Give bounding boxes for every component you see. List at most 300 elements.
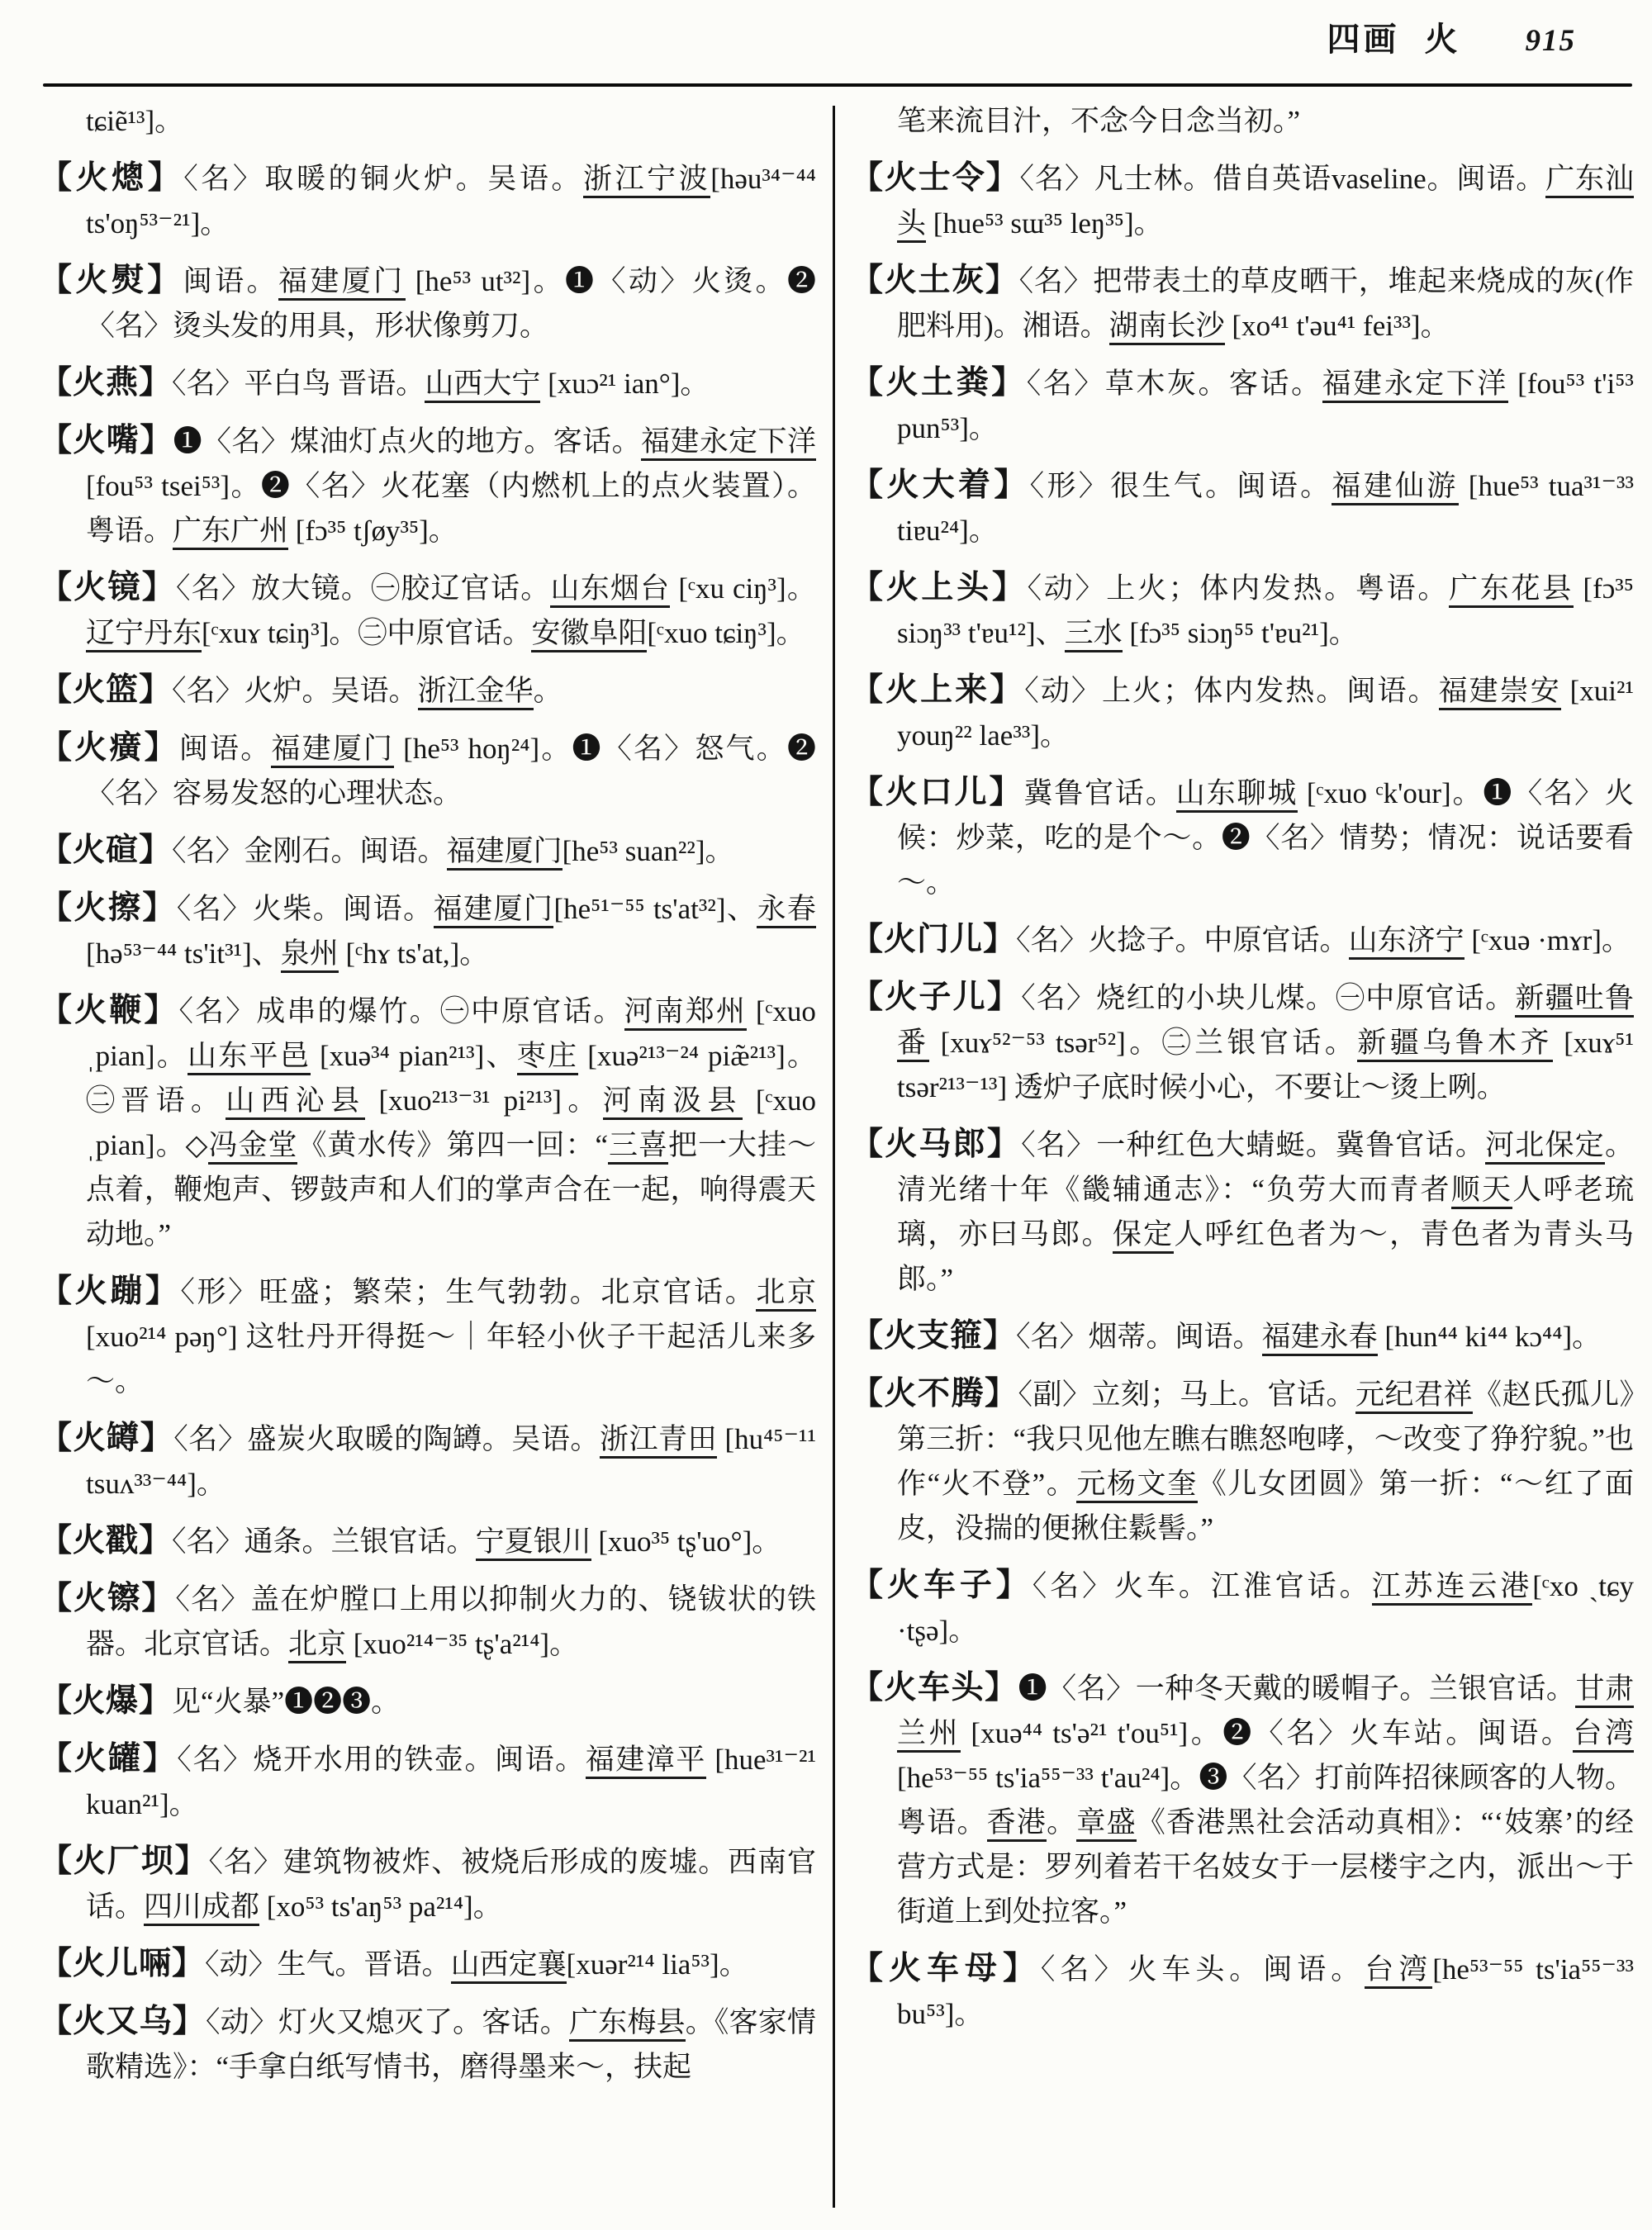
headword-left-bracket: 【	[851, 467, 887, 503]
entry-text: 。	[533, 675, 563, 707]
entry-text: 。清光绪十年《畿辅通志》：“负劳大而青者	[897, 1129, 1634, 1206]
entry-text: 《赵氏孤儿》第三折：“我只见他左瞧右瞧怒咆哮，～改变了狰狞貌。”也作“火不登”。	[897, 1378, 1634, 1500]
headword-text: 火爆	[73, 1683, 140, 1719]
entry-text: [xo⁵³ ts'aŋ⁵³ pa²¹⁴]。	[259, 1891, 502, 1923]
proper-name: 泉州	[281, 937, 339, 973]
proper-name: 保定	[1113, 1218, 1175, 1254]
headword-text: 火戳	[73, 1523, 140, 1559]
headword-right-bracket: 】	[990, 672, 1025, 708]
proper-name: 安徽阜阳	[531, 617, 647, 652]
entry-text: 闽语。	[183, 265, 278, 297]
headword-text: 火上来	[885, 672, 990, 708]
headword-right-bracket: 】	[139, 365, 173, 401]
entry-text: 把一大挂～点着，鞭炮声、锣鼓声和人们的掌声合在一起，响得震天动地。”	[86, 1129, 816, 1250]
entry-text: [fou⁵³ t'i⁵³ pun⁵³]。	[897, 368, 1634, 444]
entry-text: 〈名〉烧红的小块儿煤。㊀中原官话。	[1021, 982, 1516, 1014]
proper-name: 北京	[756, 1276, 816, 1312]
dictionary-entry	[851, 918, 1634, 963]
headword-left-bracket: 【	[851, 1376, 885, 1412]
headword-text: 火土粪	[885, 365, 992, 401]
proper-name: 台湾	[1573, 1717, 1634, 1753]
headword-right-bracket: 】	[995, 1568, 1032, 1603]
entry-text: [ᶜxuo tɕiŋ³]。	[647, 617, 805, 649]
page-header	[1327, 13, 1577, 60]
entry-text: [xuo³⁵ tʂ'uo°]。	[591, 1525, 781, 1558]
headword-left-bracket: 【	[40, 1741, 74, 1777]
entry-text: [ᶜxuo ˌpian]。◇	[86, 1084, 816, 1161]
proper-name: 福建崇安	[1439, 675, 1561, 710]
entry-text: 〈名〉火柴。闽语。	[176, 893, 434, 925]
entry-headword	[40, 1581, 175, 1616]
entry-text: 《儿女团圆》第一折：“～红了面皮，没揣的便揪住鬏髻。”	[897, 1468, 1634, 1544]
entry-text: [ᶜxo ˎtɕy ·tʂə]。	[897, 1570, 1634, 1647]
dictionary-entry	[40, 1737, 816, 1827]
headword-text: 火上头	[885, 570, 992, 605]
entry-text: [xuɤ⁵¹ tsər²¹³⁻¹³] 透炉子底时候小心，不要让～烫上咧。	[897, 1027, 1634, 1103]
headword-right-bracket: 】	[983, 922, 1017, 957]
headword-text: 火车头	[884, 1670, 985, 1706]
proper-name: 福建厦门	[447, 835, 563, 871]
headword-right-bracket: 】	[985, 1670, 1018, 1706]
proper-name: 山西定襄	[451, 1948, 567, 1984]
entry-headword	[851, 922, 1016, 957]
proper-name: 湖南长沙	[1109, 310, 1225, 345]
entry-text: 〈形〉旺盛；繁荣；生气勃勃。北京官话。	[180, 1276, 757, 1308]
proper-name: 三水	[1065, 617, 1123, 652]
headword-left-bracket: 【	[851, 160, 885, 196]
proper-name: 辽宁丹东	[86, 617, 202, 652]
entry-headword	[40, 672, 172, 708]
entry-headword	[40, 1946, 205, 1981]
dictionary-entry	[851, 1372, 1634, 1551]
entry-text: 〈名〉火捻子。中原官话。	[1016, 924, 1349, 956]
entry-text: 闽语。	[178, 733, 272, 765]
headword-right-bracket: 】	[139, 672, 173, 708]
dictionary-entry	[40, 419, 816, 553]
entry-headword	[851, 672, 1024, 708]
entry-headword	[40, 730, 179, 766]
headword-left-bracket: 【	[40, 423, 74, 458]
entry-headword	[851, 1127, 1021, 1162]
proper-name: 福建永定下洋	[641, 425, 816, 461]
proper-name: 广东汕头	[897, 163, 1634, 243]
proper-name: 河北保定	[1485, 1129, 1605, 1165]
headword-left-bracket: 【	[40, 365, 74, 401]
entry-headword	[40, 1523, 172, 1559]
headword-left-bracket: 【	[40, 1843, 74, 1879]
headword-left-bracket: 【	[40, 570, 74, 605]
proper-name: 河南汲县	[603, 1084, 743, 1120]
continuation-paragraph	[851, 99, 1634, 144]
headword-left-bracket: 【	[40, 833, 74, 868]
headword-right-bracket: 】	[147, 263, 183, 298]
headword-text: 火马郎	[885, 1127, 987, 1162]
headword-text: 火熜	[75, 160, 148, 196]
headword-left-bracket: 【	[40, 1581, 74, 1616]
proper-name: 顺天	[1451, 1174, 1513, 1209]
entry-headword	[40, 1274, 180, 1309]
entry-headword	[40, 263, 183, 298]
proper-name: 山东济宁	[1349, 924, 1464, 960]
headword-text: 火燕	[73, 365, 140, 401]
entry-text: 〈动〉上火；体内发热。闽语。	[1024, 675, 1439, 707]
dictionary-entry	[40, 668, 816, 714]
entry-text: 〈名〉草木灰。客话。	[1026, 368, 1322, 400]
proper-name: 元纪君祥	[1355, 1378, 1473, 1414]
proper-name: 广东花县	[1449, 572, 1574, 608]
proper-name: 台湾	[1365, 1953, 1432, 1989]
entry-text: 。《客家情歌精选》：“手拿白纸写情书，磨得墨来～，扶起	[86, 2006, 816, 2083]
headword-left-bracket: 【	[40, 1523, 74, 1559]
entry-text: [fɔ³⁵ siɔŋ³³ t'ɐu¹²]、	[897, 572, 1634, 649]
entry-text: 〈名〉烧开水用的铁壶。闽语。	[177, 1744, 586, 1776]
proper-name: 福建漳平	[586, 1744, 706, 1779]
entry-headword	[851, 1670, 1018, 1706]
entry-text: 〈动〉生气。晋语。	[205, 1948, 451, 1981]
proper-name: 永春	[757, 893, 815, 928]
entry-text: 《香港黑社会活动真相》：“‘妓寨’的经营方式是：罗列着若干名妓女于一层楼宇之内，派出～于街道上到处拉客。”	[897, 1806, 1634, 1928]
entry-headword	[40, 1741, 177, 1777]
dictionary-entry	[851, 1314, 1634, 1359]
headword-right-bracket: 】	[983, 1318, 1017, 1354]
proper-name: 江苏连云港	[1372, 1570, 1533, 1606]
headword-right-bracket: 】	[986, 980, 1022, 1015]
entry-text: [xuo²¹³⁻³¹ pi²¹³]。	[365, 1084, 603, 1117]
entry-headword	[40, 570, 176, 605]
headword-text: 火镜	[74, 570, 142, 605]
dictionary-entry	[851, 1122, 1634, 1302]
entry-text: 〈形〉很生气。闽语。	[1029, 470, 1332, 502]
entry-text: 《黄水传》第四一回：“	[297, 1129, 608, 1161]
proper-name: 广东广州	[173, 515, 288, 550]
entry-headword	[40, 833, 172, 868]
proper-name: 福建厦门	[434, 893, 554, 928]
entry-headword	[40, 423, 173, 458]
entry-text: [fou⁵³ tsei⁵³]。❷〈名〉火花塞（内燃机上的点火装置）。粤语。	[86, 470, 816, 547]
dictionary-entry	[851, 1666, 1634, 1934]
headword-text: 火癀	[74, 730, 145, 766]
entry-text: 〈动〉灯火又熄灭了。客话。	[205, 2006, 569, 2038]
entry-text: [hue³¹⁻²¹ kuan²¹]。	[86, 1744, 816, 1820]
entry-text: [xuə⁴⁴ ts'ə²¹ t'ou⁵¹]。❷〈名〉火车站。闽语。	[961, 1717, 1574, 1749]
entry-text: [hue⁵³ tua³¹⁻³³ tiɐu²⁴]。	[897, 470, 1634, 547]
continuation-paragraph	[40, 99, 816, 144]
headword-text: 火又乌	[73, 2004, 173, 2039]
dictionary-entry	[851, 1563, 1634, 1654]
headword-right-bracket: 】	[986, 1127, 1022, 1162]
headword-right-bracket: 】	[141, 570, 176, 605]
entry-text: [xuɔ²¹ ian°]。	[540, 368, 710, 400]
proper-name: 三喜	[608, 1129, 668, 1165]
headword-text: 火镲	[74, 1581, 142, 1616]
headword-right-bracket: 】	[991, 570, 1028, 605]
headword-left-bracket: 【	[40, 2004, 74, 2039]
dictionary-entry	[40, 566, 816, 656]
entry-text: [he⁵³⁻⁵⁵ ts'ia⁵⁵⁻³³ bu⁵³]。	[897, 1953, 1634, 2030]
entry-text: [hue⁵³ sɯ³⁵ leŋ³⁵]。	[926, 207, 1163, 240]
proper-name: 章盛	[1076, 1806, 1136, 1842]
dictionary-entry	[851, 361, 1634, 451]
headword-right-bracket: 】	[139, 833, 173, 868]
dictionary-entry	[40, 259, 816, 349]
dictionary-entry	[40, 1416, 816, 1506]
entry-text: ❶〈名〉煤油灯点火的地方。客话。	[173, 425, 641, 458]
entry-headword	[40, 160, 183, 196]
headword-text: 火擦	[74, 890, 143, 926]
entry-text: [hə⁵³⁻⁴⁴ ts'it³¹]、	[86, 937, 281, 970]
dictionary-entry	[851, 975, 1634, 1110]
headword-text: 火嘴	[73, 423, 140, 458]
entry-text: 〈名〉成串的爆竹。㊀中原官话。	[178, 995, 624, 1027]
entry-headword	[851, 263, 1019, 298]
proper-name: 福建厦门	[271, 733, 394, 768]
headword-left-bracket: 【	[851, 1951, 889, 1986]
dictionary-entry	[40, 886, 816, 976]
proper-name: 甘肃兰州	[897, 1672, 1634, 1753]
headword-text: 火车子	[886, 1568, 996, 1603]
entry-text: 笔来流目汁，不念今日念当初。”	[897, 105, 1301, 137]
proper-name: 山东烟台	[550, 572, 670, 608]
entry-text: [xuə²¹³⁻²⁴ piæ̃²¹³]。㊁晋语。	[86, 1040, 816, 1117]
entry-text: [xuər²¹⁴ lia⁵³]。	[566, 1948, 748, 1981]
headword-right-bracket: 】	[174, 1843, 209, 1879]
headword-text: 火篮	[73, 672, 140, 708]
headword-right-bracket: 】	[142, 890, 177, 926]
entry-text: 〈名〉金刚石。闽语。	[172, 835, 447, 867]
headword-left-bracket: 【	[851, 1318, 885, 1354]
proper-name: 浙江宁波	[583, 163, 710, 198]
entry-headword	[40, 1683, 172, 1719]
headword-left-bracket: 【	[40, 730, 75, 766]
entry-headword	[40, 890, 177, 926]
entry-headword	[851, 1318, 1016, 1354]
proper-name: 福建仙游	[1332, 470, 1458, 505]
entry-text: 〈名〉烟蒂。闽语。	[1016, 1321, 1262, 1353]
proper-name: 香港	[987, 1806, 1047, 1842]
entry-text: [ᶜxuo ˌpian]。	[86, 995, 816, 1072]
proper-name: 福建厦门	[278, 265, 406, 301]
headword-left-bracket: 【	[851, 672, 886, 708]
entry-headword	[40, 993, 178, 1028]
headword-right-bracket: 】	[172, 1946, 206, 1981]
dictionary-entry	[40, 1519, 816, 1564]
entry-text: [ᶜxu ciŋ³]。	[670, 572, 816, 605]
headword-text: 火车母	[888, 1951, 1003, 1986]
proper-name: 山西沁县	[225, 1084, 365, 1120]
headword-text: 火大着	[886, 467, 995, 503]
dictionary-entry	[40, 1942, 816, 1987]
proper-name: 新疆吐鲁番	[897, 982, 1634, 1062]
headword-right-bracket: 】	[141, 1581, 176, 1616]
entry-text: [ᶜxuə ·mɤr]。	[1464, 924, 1631, 956]
entry-text: [fɔ³⁵ tʃøy³⁵]。	[288, 515, 458, 547]
entry-headword	[40, 2004, 206, 2039]
entry-headword	[40, 1421, 173, 1456]
entry-text: [he⁵³ ut³²]。❶〈动〉火烫。❷〈名〉烫头发的用具，形状像剪刀。	[86, 265, 816, 342]
entry-text: 见“火暴”❶❷❸。	[172, 1686, 401, 1718]
headword-left-bracket: 【	[851, 775, 885, 810]
dictionary-entry	[851, 463, 1634, 553]
entry-text: [həu³⁴⁻⁴⁴ ts'oŋ⁵³⁻²¹]。	[86, 163, 816, 240]
entry-text: [he⁵³ suan²²]。	[562, 835, 734, 867]
headword-text: 火土灰	[884, 263, 985, 298]
headword-text: 火门儿	[884, 922, 984, 957]
headword-text: 火碹	[73, 833, 140, 868]
proper-name: 浙江金华	[418, 675, 534, 710]
headword-text: 火罇	[73, 1421, 140, 1456]
headword-text: 火士令	[884, 160, 986, 196]
dictionary-entry	[40, 1839, 816, 1929]
proper-name: 浙江青田	[600, 1423, 717, 1459]
entry-text: 〈名〉平白鸟 晋语。	[172, 368, 425, 400]
entry-text: tɕiẽ¹³]。	[86, 105, 184, 137]
headword-left-bracket: 【	[851, 365, 886, 401]
headword-right-bracket: 】	[994, 467, 1030, 503]
entry-text: 〈名〉盖在炉膛口上用以抑制火力的、铙钹状的铁器。北京官话。	[86, 1583, 816, 1660]
entry-headword	[851, 160, 1020, 196]
headword-right-bracket: 】	[145, 1274, 181, 1309]
headword-right-bracket: 】	[1002, 1951, 1041, 1986]
proper-name: 枣庄	[517, 1040, 578, 1075]
entry-text: [ᶜhɤ ts'at,]。	[338, 937, 489, 970]
headword-text: 火蹦	[74, 1274, 145, 1309]
dictionary-entry	[40, 989, 816, 1257]
entry-text: [ᶜxuo ᶜk'our]。❶〈名〉火候：炒菜，吃的是个～。❷〈名〉情势；情况：说话要看～。	[897, 777, 1634, 899]
headword-text: 火鞭	[74, 993, 145, 1028]
headword-right-bracket: 】	[144, 993, 179, 1028]
entry-text: [xuo²¹⁴ pəŋ°] 这牡丹开得挺～｜年轻小伙子干起活儿来多～。	[86, 1321, 816, 1397]
entry-text: [he⁵³⁻⁵⁵ ts'ia⁵⁵⁻³³ t'au²⁴]。❸〈名〉打前阵招徕顾客的人物。粤语。	[897, 1762, 1634, 1839]
entry-text: 人呼红色者为～，青色者为青头马郎。”	[897, 1218, 1634, 1295]
entry-headword	[851, 1951, 1041, 1986]
entry-text: 〈名〉取暖的铜火炉。吴语。	[183, 163, 583, 195]
proper-name: 四川成都	[144, 1891, 259, 1926]
proper-name: 山西大宁	[425, 368, 540, 403]
entry-text: 〈名〉建筑物被炸、被烧后形成的废墟。西南官话。	[86, 1846, 816, 1923]
proper-name: 河南郑州	[624, 995, 747, 1031]
headword-text: 火口儿	[885, 775, 990, 810]
headword-text: 火支箍	[884, 1318, 984, 1354]
entry-text: [xuə³⁴ pian²¹³]、	[311, 1040, 517, 1072]
entry-text: 〈名〉放大镜。㊀胶辽官话。	[175, 572, 551, 605]
right-column	[851, 99, 1634, 2037]
dictionary-entry	[851, 259, 1634, 349]
page-number: 915	[1525, 24, 1576, 58]
entry-text: 人呼老琉璃，亦曰马郎。	[897, 1174, 1634, 1250]
proper-name: 山东平邑	[188, 1040, 311, 1075]
headword-left-bracket: 【	[40, 160, 76, 196]
headword-left-bracket: 【	[40, 263, 76, 298]
entry-text: 〈名〉火炉。吴语。	[172, 675, 418, 707]
proper-name: 山东聊城	[1176, 777, 1298, 813]
headword-right-bracket: 】	[985, 263, 1019, 298]
entry-text: 〈动〉上火；体内发热。粤语。	[1027, 572, 1450, 605]
entry-text: [xo⁴¹ t'əu⁴¹ fei³³]。	[1224, 310, 1450, 342]
proper-name: 北京	[288, 1628, 346, 1663]
headword-left-bracket: 【	[851, 570, 886, 605]
proper-name: 福建永春	[1262, 1321, 1378, 1356]
headword-right-bracket: 】	[139, 1683, 173, 1719]
entry-text: 〈名〉把带表土的草皮晒干，堆起来烧成的灰(作肥料用)。湘语。	[897, 265, 1634, 342]
column-divider	[833, 106, 835, 2208]
headword-right-bracket: 】	[139, 1523, 173, 1559]
headword-left-bracket: 【	[40, 1421, 74, 1456]
left-column	[40, 99, 816, 2090]
entry-text: [he⁵³ hoŋ²⁴]。❶〈名〉怒气。❷〈名〉容易发怒的心理状态。	[86, 733, 816, 809]
dictionary-entry	[851, 566, 1634, 656]
entry-text: 〈副〉立刻；马上。官话。	[1018, 1378, 1355, 1411]
entry-text: 。	[1047, 1806, 1077, 1839]
headword-text: 火熨	[75, 263, 148, 298]
entry-text: 冀鲁官话。	[1023, 777, 1176, 809]
entry-text: [hun⁴⁴ ki⁴⁴ kɔ⁴⁴]。	[1377, 1321, 1602, 1353]
headword-text: 火罐	[74, 1741, 143, 1777]
headword-text: 火不腾	[884, 1376, 985, 1412]
headword-text: 火厂坝	[73, 1843, 175, 1879]
dictionary-entry	[40, 726, 816, 816]
headword-right-bracket: 】	[172, 2004, 206, 2039]
headword-left-bracket: 【	[851, 1568, 887, 1603]
dictionary-entry	[40, 828, 816, 874]
dictionary-entry	[40, 1269, 816, 1404]
entry-headword	[851, 365, 1027, 401]
dictionary-entry	[851, 1947, 1634, 2037]
headword-left-bracket: 【	[851, 980, 885, 1015]
entry-text: [xui²¹ youŋ²² lae³³]。	[897, 675, 1634, 752]
entry-text: 〈名〉火车头。闽语。	[1040, 1953, 1365, 1986]
headword-left-bracket: 【	[40, 672, 74, 708]
entry-headword	[851, 467, 1030, 503]
dictionary-entry	[40, 1577, 816, 1667]
headword-left-bracket: 【	[40, 1946, 74, 1981]
headword-left-bracket: 【	[40, 1683, 74, 1719]
dictionary-entry	[851, 668, 1634, 758]
entry-headword	[40, 365, 172, 401]
proper-name: 元杨文奎	[1076, 1468, 1197, 1503]
headword-right-bracket: 】	[144, 730, 179, 766]
headword-text: 火子儿	[885, 980, 987, 1015]
entry-headword	[40, 1843, 209, 1879]
entry-text: ❶〈名〉一种冬天戴的暖帽子。兰银官话。	[1018, 1672, 1576, 1705]
headword-right-bracket: 】	[991, 365, 1027, 401]
headword-left-bracket: 【	[851, 922, 885, 957]
dictionary-entry	[40, 1679, 816, 1725]
entry-headword	[851, 1568, 1032, 1603]
entry-text: 〈名〉盛炭火取暖的陶罇。吴语。	[173, 1423, 600, 1455]
entry-headword	[851, 1376, 1018, 1412]
entry-text: [fɔ³⁵ siɔŋ⁵⁵ t'ɐu²¹]。	[1122, 617, 1358, 649]
headword-left-bracket: 【	[40, 890, 74, 926]
headword-right-bracket: 】	[142, 1741, 178, 1777]
headword-right-bracket: 】	[140, 1421, 174, 1456]
entry-text: [ᶜxuɤ tɕiŋ³]。㊁中原官话。	[202, 617, 532, 649]
proper-name: 冯金堂	[208, 1129, 297, 1165]
dictionary-entry	[40, 2000, 816, 2090]
entry-text: 〈名〉火车。江淮官话。	[1032, 1570, 1372, 1602]
section-label: 四画	[1327, 21, 1400, 58]
dictionary-entry	[40, 361, 816, 406]
entry-headword	[851, 775, 1023, 810]
headword-left-bracket: 【	[851, 263, 885, 298]
header-rule	[43, 83, 1632, 87]
headword-left-bracket: 【	[851, 1670, 885, 1706]
headword-left-bracket: 【	[40, 993, 75, 1028]
headword-right-bracket: 】	[985, 160, 1020, 196]
headword-right-bracket: 】	[989, 775, 1024, 810]
radical-label: 火	[1424, 21, 1461, 58]
entry-text: [xuo²¹⁴⁻³⁵ tʂ'a²¹⁴]。	[346, 1628, 579, 1660]
entry-text: 〈名〉通条。兰银官话。	[172, 1525, 476, 1558]
